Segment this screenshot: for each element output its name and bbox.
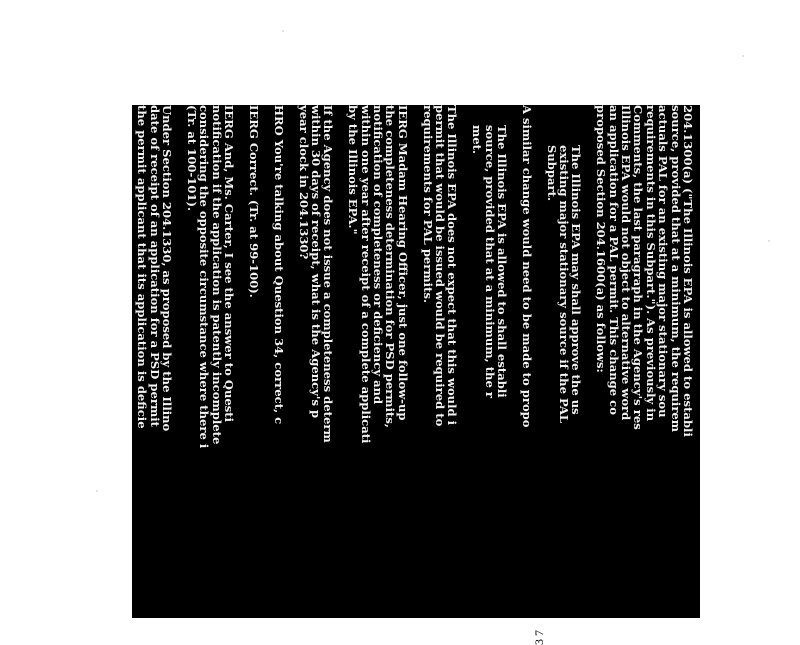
document-line: within one year after receipt of a complete applicati bbox=[358, 105, 373, 444]
document-line: The Illinois EPA may shall approve the us bbox=[569, 145, 584, 415]
document-line: permit that would be issued would be required to bbox=[433, 105, 447, 427]
scan-speck bbox=[768, 240, 770, 242]
document-line: source, provided that at a minimum, the requirem bbox=[668, 105, 683, 433]
document-line: the permit applicant that its application is deficie bbox=[135, 105, 150, 429]
document-text-body bbox=[132, 105, 700, 618]
document-line: within 30 days of receipt, what is the Agency's p bbox=[309, 105, 323, 419]
document-line: notification if the application is patently incomplete bbox=[209, 105, 224, 445]
document-line: (Tr. at 100-101). bbox=[185, 105, 199, 212]
document-line: IERG And, Ms. Carter, I see the answer to Questi bbox=[222, 105, 237, 423]
document-line: IERG Correct. (Tr. at 99-100). bbox=[247, 105, 261, 298]
document-line: The Illinois EPA is allowed to shall establi bbox=[495, 125, 509, 398]
document-line: IERG Madam Hearing Officer, just one follow-up bbox=[395, 105, 410, 421]
document-line: The Illinois EPA does not expect that this would i bbox=[445, 105, 460, 426]
document-line: 204.1300(a) ("The Illinois EPA is allowed to establi bbox=[681, 105, 695, 437]
document-line: notification of completeness or deficiency and bbox=[371, 105, 385, 405]
document-line: Comments, the last paragraph in the Agency's res bbox=[631, 105, 646, 430]
document-line: proposed Section 204.1600(a) as follows: bbox=[594, 105, 609, 373]
document-line: by the Illinois EPA." bbox=[346, 105, 361, 235]
scan-speck bbox=[282, 30, 284, 32]
document-line: source, provided that at a minimum, the r bbox=[482, 125, 497, 399]
scan-speck bbox=[742, 55, 744, 57]
document-line: date of receipt of an application for a PSD permit bbox=[147, 105, 162, 427]
document-line: year clock in 204.1330? bbox=[296, 105, 311, 260]
document-line: requirements in this Subpart."). As previously in bbox=[643, 105, 658, 422]
document-line: Subpart. bbox=[544, 145, 559, 202]
document-line: considering the opposite circumstance where there i bbox=[197, 105, 212, 449]
document-line: an application for a PAL permit. This change co bbox=[606, 105, 621, 415]
document-line: actuals PAL for an existing major stationary sou bbox=[656, 105, 671, 418]
document-line: Illinois EPA would not object to alternative word bbox=[619, 105, 633, 421]
document-line: If the Agency does not issue a completeness determ bbox=[321, 105, 336, 443]
scanned-document-page bbox=[132, 105, 700, 645]
document-line: the completeness determination for PSD permits, bbox=[383, 105, 398, 428]
page-number: 37 bbox=[532, 627, 546, 645]
scan-speck bbox=[96, 490, 98, 492]
document-line: existing major stationary source if the PAL bbox=[557, 145, 571, 424]
document-line: HRO You're talking about Question 34, correct, c bbox=[271, 105, 286, 425]
document-line: requirements for PAL permits. bbox=[420, 105, 435, 304]
document-line: Under Section 204.1330, as proposed by the Illino bbox=[160, 105, 175, 432]
document-line: met. bbox=[470, 125, 485, 155]
document-line: A similar change would need to be made to propo bbox=[519, 105, 534, 428]
